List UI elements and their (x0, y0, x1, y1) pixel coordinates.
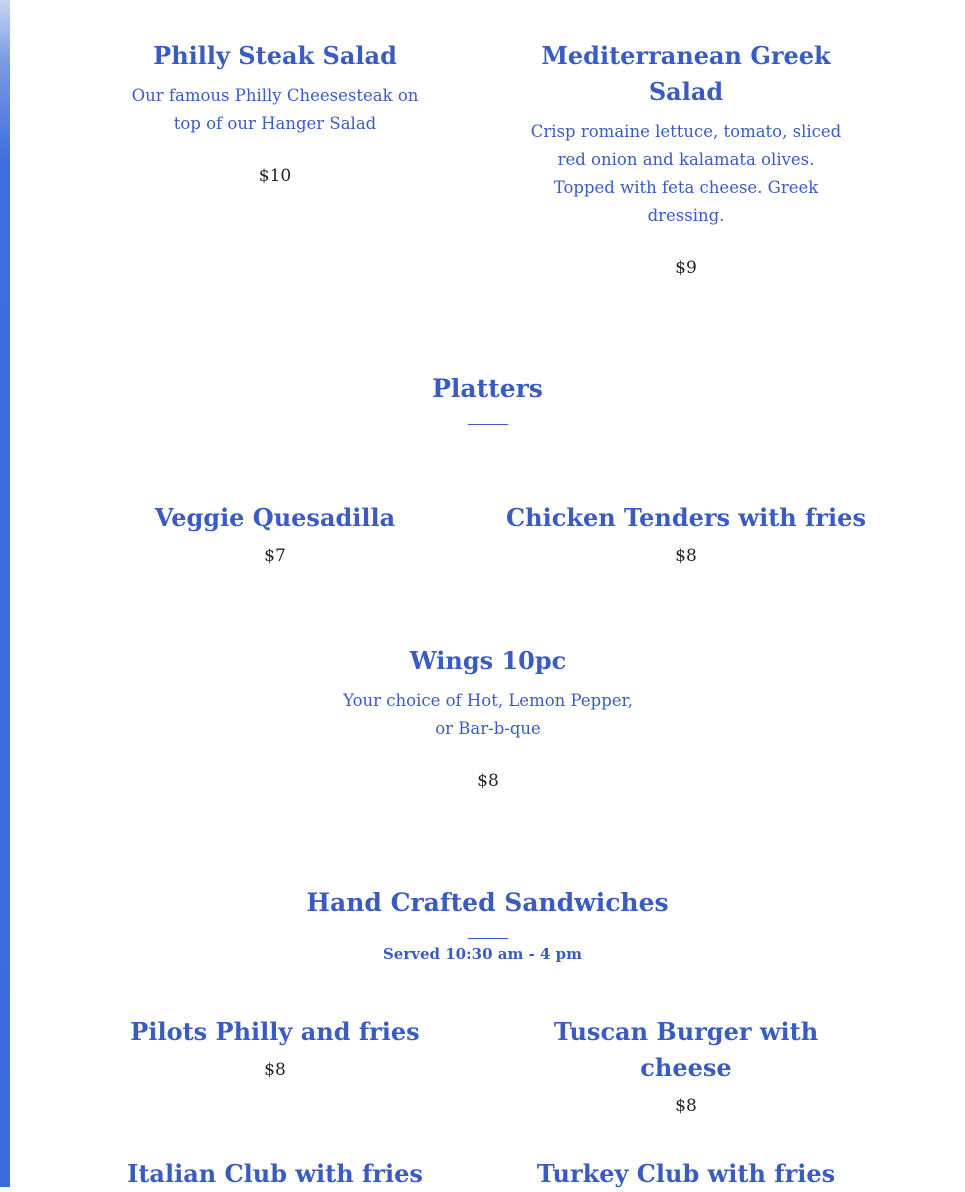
desc-line: Topped with feta cheese. Greek (553, 178, 819, 197)
item-title (526, 38, 846, 110)
item-title: Philly Steak Salad (153, 41, 397, 70)
section-heading-platters: Platters (432, 374, 543, 403)
desc-line: Crisp romaine lettuce, tomato, sliced (530, 122, 842, 141)
item-price: $8 (675, 1096, 697, 1116)
desc-line: Our famous Philly Cheesesteak on (131, 86, 419, 105)
desc-line: red onion and kalamata olives. (557, 150, 815, 169)
item-description (328, 687, 648, 743)
desc-line: top of our Hanger Salad (173, 114, 377, 133)
desc-line: dressing. (647, 206, 725, 225)
title-line: Salad (648, 77, 724, 106)
menu-page (10, 0, 965, 1187)
item-description (125, 82, 425, 138)
item-price: $8 (675, 546, 697, 566)
menu-item-tuscan-burger (506, 1014, 866, 1118)
item-title: Chicken Tenders with fries (506, 503, 866, 532)
menu-item-mediterranean-greek-salad (526, 38, 846, 280)
menu-item-pilots-philly (125, 1014, 425, 1082)
item-price: $8 (477, 771, 499, 791)
item-title: Turkey Club with fries (536, 1159, 836, 1188)
menu-item-wings-10pc (328, 643, 648, 793)
desc-line: or Bar-b-que (435, 719, 541, 738)
item-title: Veggie Quesadilla (154, 503, 396, 532)
title-line: Mediterranean Greek (541, 41, 831, 70)
left-accent-bar (0, 0, 10, 1187)
item-title: Wings 10pc (409, 646, 567, 675)
section-divider (468, 424, 508, 425)
item-price: $9 (675, 258, 697, 278)
menu-item-chicken-tenders (506, 500, 866, 568)
section-note-serving-hours: Served 10:30 am - 4 pm (382, 945, 583, 963)
item-title: Tuscan Burger with cheese (553, 1017, 819, 1082)
item-title: Pilots Philly and fries (130, 1017, 420, 1046)
menu-item-philly-steak-salad (125, 38, 425, 188)
item-title: Italian Club with fries (127, 1159, 423, 1188)
item-price: $10 (258, 166, 292, 186)
menu-item-veggie-quesadilla (125, 500, 425, 568)
section-heading-sandwiches: Hand Crafted Sandwiches (306, 888, 669, 917)
item-price: $7 (264, 546, 286, 566)
desc-line: Your choice of Hot, Lemon Pepper, (343, 691, 633, 710)
item-description (526, 118, 846, 230)
section-divider (468, 938, 508, 939)
item-price: $8 (264, 1060, 286, 1080)
